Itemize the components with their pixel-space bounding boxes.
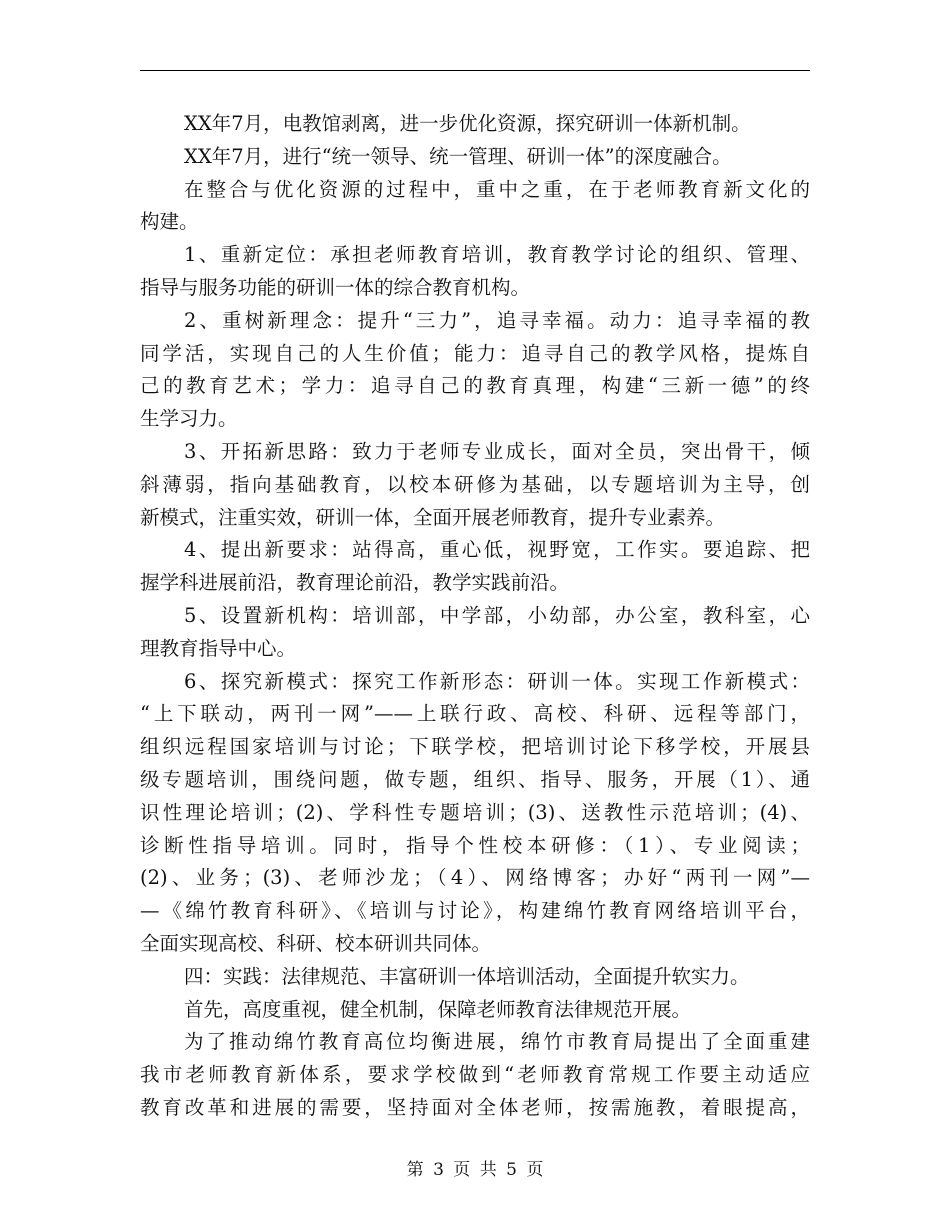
text-line: 握学科进展前沿，教育理论前沿，教学实践前沿。	[140, 571, 570, 595]
text-line: 首先，高度重视，健全机制，保障老师教育法律规范开展。	[184, 997, 692, 1021]
page-footer: 第 3 页 共 5 页	[406, 1160, 544, 1180]
text-line: —《绵竹教育科研》、《培训与讨论》，构建绵竹教育网络培训平台，	[140, 899, 810, 923]
text-line: 己的教育艺术；学力：追寻自己的教育真理，构建“三新一德”的终	[140, 374, 810, 398]
text-line: 构建。	[140, 210, 199, 234]
text-line: 我市老师教育新体系，要求学校做到“老师教育常规工作要主动适应	[140, 1063, 810, 1087]
text-line: 1、重新定位：承担老师教育培训，教育教学讨论的组织、管理、	[184, 243, 810, 267]
text-line: 指导与服务功能的研训一体的综合教育机构。	[140, 275, 531, 299]
text-line: 组织远程国家培训与讨论；下联学校，把培训讨论下移学校，开展县	[140, 735, 810, 759]
text-line: 5、设置新机构：培训部，中学部，小幼部，办公室，教科室，心	[184, 603, 810, 627]
text-line: 诊断性指导培训。同时，指导个性校本研修：（1）、专业阅读；	[140, 833, 810, 857]
text-line: 3、开拓新思路：致力于老师专业成长，面对全员，突出骨干，倾	[184, 439, 810, 463]
text-line: 级专题培训，围绕问题，做专题，组织、指导、服务，开展（1）、通	[140, 767, 810, 791]
text-line: 斜薄弱，指向基础教育，以校本研修为基础，以专题培训为主导，创	[140, 472, 810, 496]
text-line: XX年7月，电教馆剥离，进一步优化资源，探究研训一体新机制。	[184, 112, 751, 135]
header-rule	[140, 70, 810, 71]
text-line: 教育改革和进展的需要，坚持面对全体老师，按需施教，着眼提高，	[140, 1095, 810, 1119]
text-line: 四：实践：法律规范、丰富研训一体培训活动，全面提升软实力。	[184, 964, 750, 988]
text-line: 生学习力。	[140, 407, 238, 431]
text-line: 全面实现高校、科研、校本研训共同体。	[140, 931, 492, 955]
body-text	[140, 108, 810, 1125]
text-line: 识性理论培训；(2)、学科性专题培训；(3)、送教性示范培训；(4)、	[140, 800, 810, 824]
text-line: 在整合与优化资源的过程中，重中之重，在于老师教育新文化的	[184, 177, 810, 201]
text-line: 新模式，注重实效，研训一体，全面开展老师教育，提升专业素养。	[140, 505, 726, 529]
text-line: 理教育指导中心。	[140, 636, 297, 660]
text-line: (2)、业务；(3)、老师沙龙；（4）、网络博客；办好“两刊一网”—	[140, 866, 810, 890]
text-line: 4、提出新要求：站得高，重心低，视野宽，工作实。要追踪、把	[184, 538, 810, 562]
text-line: XX年7月，进行“统一领导、统一管理、研训一体”的深度融合。	[184, 144, 732, 168]
text-line: “上下联动，两刊一网”——上联行政、高校、科研、远程等部门，	[140, 702, 810, 726]
text-line: 2、重树新理念：提升“三力”，追寻幸福。动力：追寻幸福的教	[184, 308, 810, 332]
text-line: 为了推动绵竹教育高位均衡进展，绵竹市教育局提出了全面重建	[184, 1030, 810, 1054]
text-line: 6、探究新模式：探究工作新形态：研训一体。实现工作新模式：	[184, 669, 810, 693]
text-line: 同学活，实现自己的人生价值；能力：追寻自己的教学风格，提炼自	[140, 341, 810, 365]
